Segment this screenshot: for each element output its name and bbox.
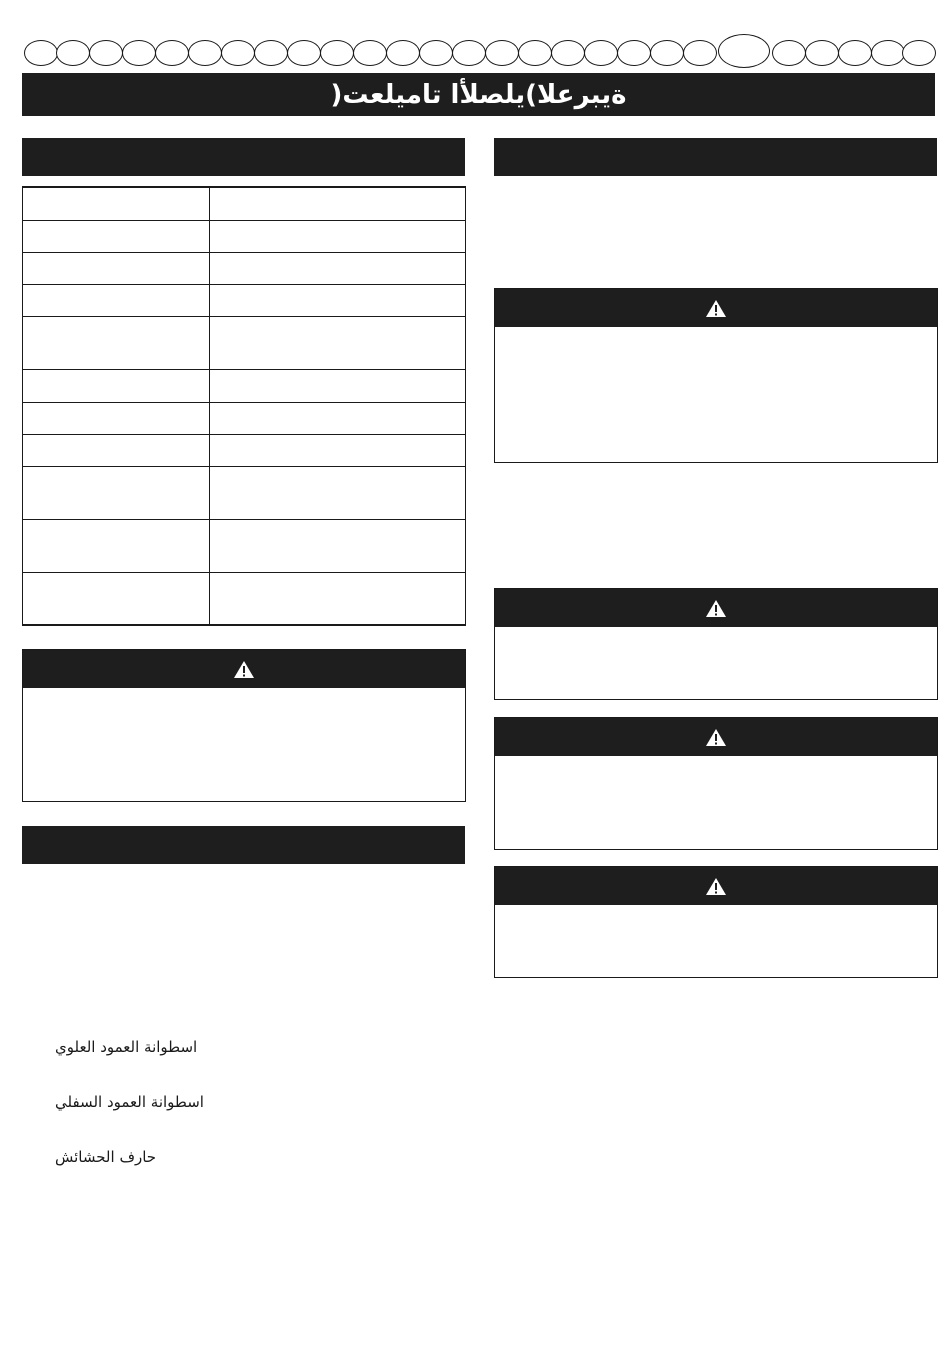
- spec-label-cell: [23, 284, 210, 316]
- spec-value-cell: [210, 252, 466, 284]
- warning-box: [494, 588, 938, 700]
- spec-value-cell: [210, 434, 466, 466]
- warning-triangle-icon: [705, 728, 727, 747]
- language-tab[interactable]: [89, 40, 123, 66]
- language-tab[interactable]: [287, 40, 321, 66]
- warning-box: [22, 649, 466, 802]
- language-tab[interactable]: [386, 40, 420, 66]
- spec-label-cell: [23, 466, 210, 519]
- language-tab[interactable]: [188, 40, 222, 66]
- language-tab[interactable]: [902, 40, 936, 66]
- warning-triangle-icon: [705, 599, 727, 618]
- language-tab[interactable]: [805, 40, 839, 66]
- table-row: [23, 187, 466, 220]
- language-tab[interactable]: [353, 40, 387, 66]
- language-tabs: [24, 40, 936, 68]
- warning-triangle-icon: [705, 877, 727, 896]
- spec-label-cell: [23, 187, 210, 220]
- spec-label-cell: [23, 402, 210, 434]
- language-tab[interactable]: [485, 40, 519, 66]
- table-row: [23, 284, 466, 316]
- language-tab[interactable]: [683, 40, 717, 66]
- spec-label-cell: [23, 220, 210, 252]
- language-tab[interactable]: [419, 40, 453, 66]
- spec-value-cell: [210, 466, 466, 519]
- language-tab[interactable]: [122, 40, 156, 66]
- language-tab[interactable]: [772, 40, 806, 66]
- section-header-package-contents: [22, 826, 465, 864]
- language-tab[interactable]: [518, 40, 552, 66]
- spec-label-cell: [23, 369, 210, 402]
- language-tab[interactable]: [871, 40, 905, 66]
- warning-box: [494, 288, 938, 463]
- warning-triangle-icon: [705, 299, 727, 318]
- warning-header: [495, 589, 937, 627]
- language-tab[interactable]: [584, 40, 618, 66]
- language-tab[interactable]: [24, 40, 58, 66]
- warning-header: [495, 718, 937, 756]
- warning-header: [23, 650, 465, 688]
- spec-label-cell: [23, 572, 210, 625]
- language-tab[interactable]: [617, 40, 651, 66]
- table-row: [23, 519, 466, 572]
- part-label-lower-shaft: اسطوانة العمود السفلي: [55, 1093, 204, 1111]
- page-title-bar: [22, 73, 935, 116]
- table-row: [23, 316, 466, 369]
- spec-label-cell: [23, 434, 210, 466]
- table-row: [23, 466, 466, 519]
- spec-value-cell: [210, 519, 466, 572]
- section-header-intended-use: [494, 138, 937, 176]
- spec-value-cell: [210, 187, 466, 220]
- spec-value-cell: [210, 369, 466, 402]
- language-tab[interactable]: [254, 40, 288, 66]
- warning-box: [494, 717, 938, 850]
- spec-label-cell: [23, 519, 210, 572]
- spec-value-cell: [210, 402, 466, 434]
- language-tab-active[interactable]: [718, 34, 770, 68]
- table-row: [23, 220, 466, 252]
- language-tab[interactable]: [838, 40, 872, 66]
- warning-header: [495, 867, 937, 905]
- part-label-upper-shaft: اسطوانة العمود العلوي: [55, 1038, 198, 1056]
- section-header-specifications: [22, 138, 465, 176]
- spec-label-cell: [23, 252, 210, 284]
- warning-header: [495, 289, 937, 327]
- language-tab[interactable]: [320, 40, 354, 66]
- page-title: ةيبرعلا)يلصلأا تاميلعت(: [330, 79, 627, 110]
- part-label-grass-deflector: حارف الحشائش: [55, 1148, 157, 1166]
- warning-triangle-icon: [233, 660, 255, 679]
- spec-value-cell: [210, 572, 466, 625]
- language-tab[interactable]: [221, 40, 255, 66]
- spec-value-cell: [210, 316, 466, 369]
- table-row: [23, 434, 466, 466]
- language-tab[interactable]: [650, 40, 684, 66]
- warning-box: [494, 866, 938, 978]
- language-tab[interactable]: [155, 40, 189, 66]
- table-row: [23, 252, 466, 284]
- table-row: [23, 369, 466, 402]
- spec-label-cell: [23, 316, 210, 369]
- language-tab[interactable]: [56, 40, 90, 66]
- specifications-table: [22, 186, 466, 626]
- table-row: [23, 402, 466, 434]
- table-row: [23, 572, 466, 625]
- language-tab[interactable]: [551, 40, 585, 66]
- language-tab[interactable]: [452, 40, 486, 66]
- spec-value-cell: [210, 284, 466, 316]
- spec-value-cell: [210, 220, 466, 252]
